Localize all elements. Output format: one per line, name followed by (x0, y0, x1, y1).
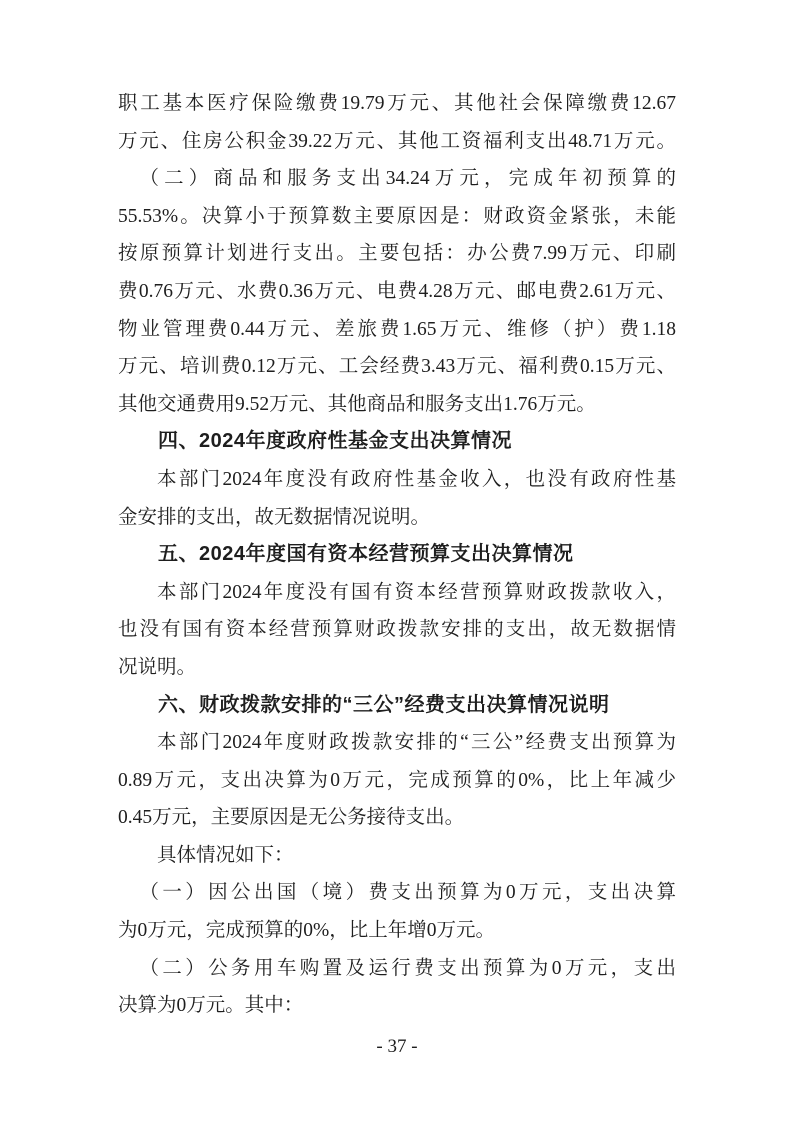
body-line: 职工基本医疗保险缴费19.79万元、其他社会保障缴费12.67 (118, 93, 676, 114)
body-line: 为0万元，完成预算的0%，比上年增0万元。 (118, 920, 495, 942)
body-line: 金安排的支出，故无数据情况说明。 (118, 506, 431, 528)
body-line: 按原预算计划进行支出。主要包括：办公费7.99万元、印刷 (118, 243, 676, 265)
paragraph-start-line: 本部门2024年度没有政府性基金收入，也没有政府性基 (157, 468, 676, 490)
body-line: 万元、住房公积金39.22万元、其他工资福利支出48.71万元。 (118, 130, 676, 152)
document-body (118, 85, 676, 1025)
body-line: 具体情况如下： (157, 844, 294, 866)
page-footer (0, 1032, 794, 1062)
body-line: 费0.76万元、水费0.36万元、电费4.28万元、邮电费2.61万元、 (118, 280, 676, 302)
body-line: 其他交通费用9.52万元、其他商品和服务支出1.76万元。 (118, 393, 596, 415)
body-line: 0.89万元，支出决算为0万元，完成预算的0%，比上年减少 (118, 769, 676, 791)
body-line: 0.45万元，主要原因是无公务接待支出。 (118, 807, 465, 829)
section-heading-six: 六、财政拨款安排的“三公”经费支出决算情况说明 (158, 693, 610, 716)
paragraph-start-line: 本部门2024年度没有国有资本经营预算财政拨款收入， (157, 581, 676, 603)
body-line: 物业管理费0.44万元、差旅费1.65万元、维修（护）费1.18 (118, 318, 676, 340)
body-line: 万元、培训费0.12万元、工会经费3.43万元、福利费0.15万元、 (118, 356, 676, 378)
body-line: 也没有国有资本经营预算财政拨款安排的支出，故无数据情 (118, 619, 676, 641)
paragraph-start-line: （一）因公出国（境）费支出预算为0万元，支出决算 (139, 882, 676, 904)
body-line: 55.53%。决算小于预算数主要原因是：财政资金紧张，未能 (118, 205, 676, 227)
paragraph-start-line: （二）商品和服务支出34.24万元，完成年初预算的 (139, 168, 676, 190)
section-heading-four: 四、2024年度政府性基金支出决算情况 (158, 430, 512, 453)
page-number: - 37 - (376, 1036, 418, 1057)
paragraph-start-line: （二）公务用车购置及运行费支出预算为0万元，支出 (139, 957, 676, 979)
body-line: 况说明。 (118, 656, 197, 678)
body-line: 决算为0万元。其中： (118, 995, 304, 1017)
paragraph-start-line: 本部门2024年度财政拨款安排的“三公”经费支出预算为 (157, 732, 676, 754)
section-heading-five: 五、2024年度国有资本经营预算支出决算情况 (158, 543, 574, 566)
